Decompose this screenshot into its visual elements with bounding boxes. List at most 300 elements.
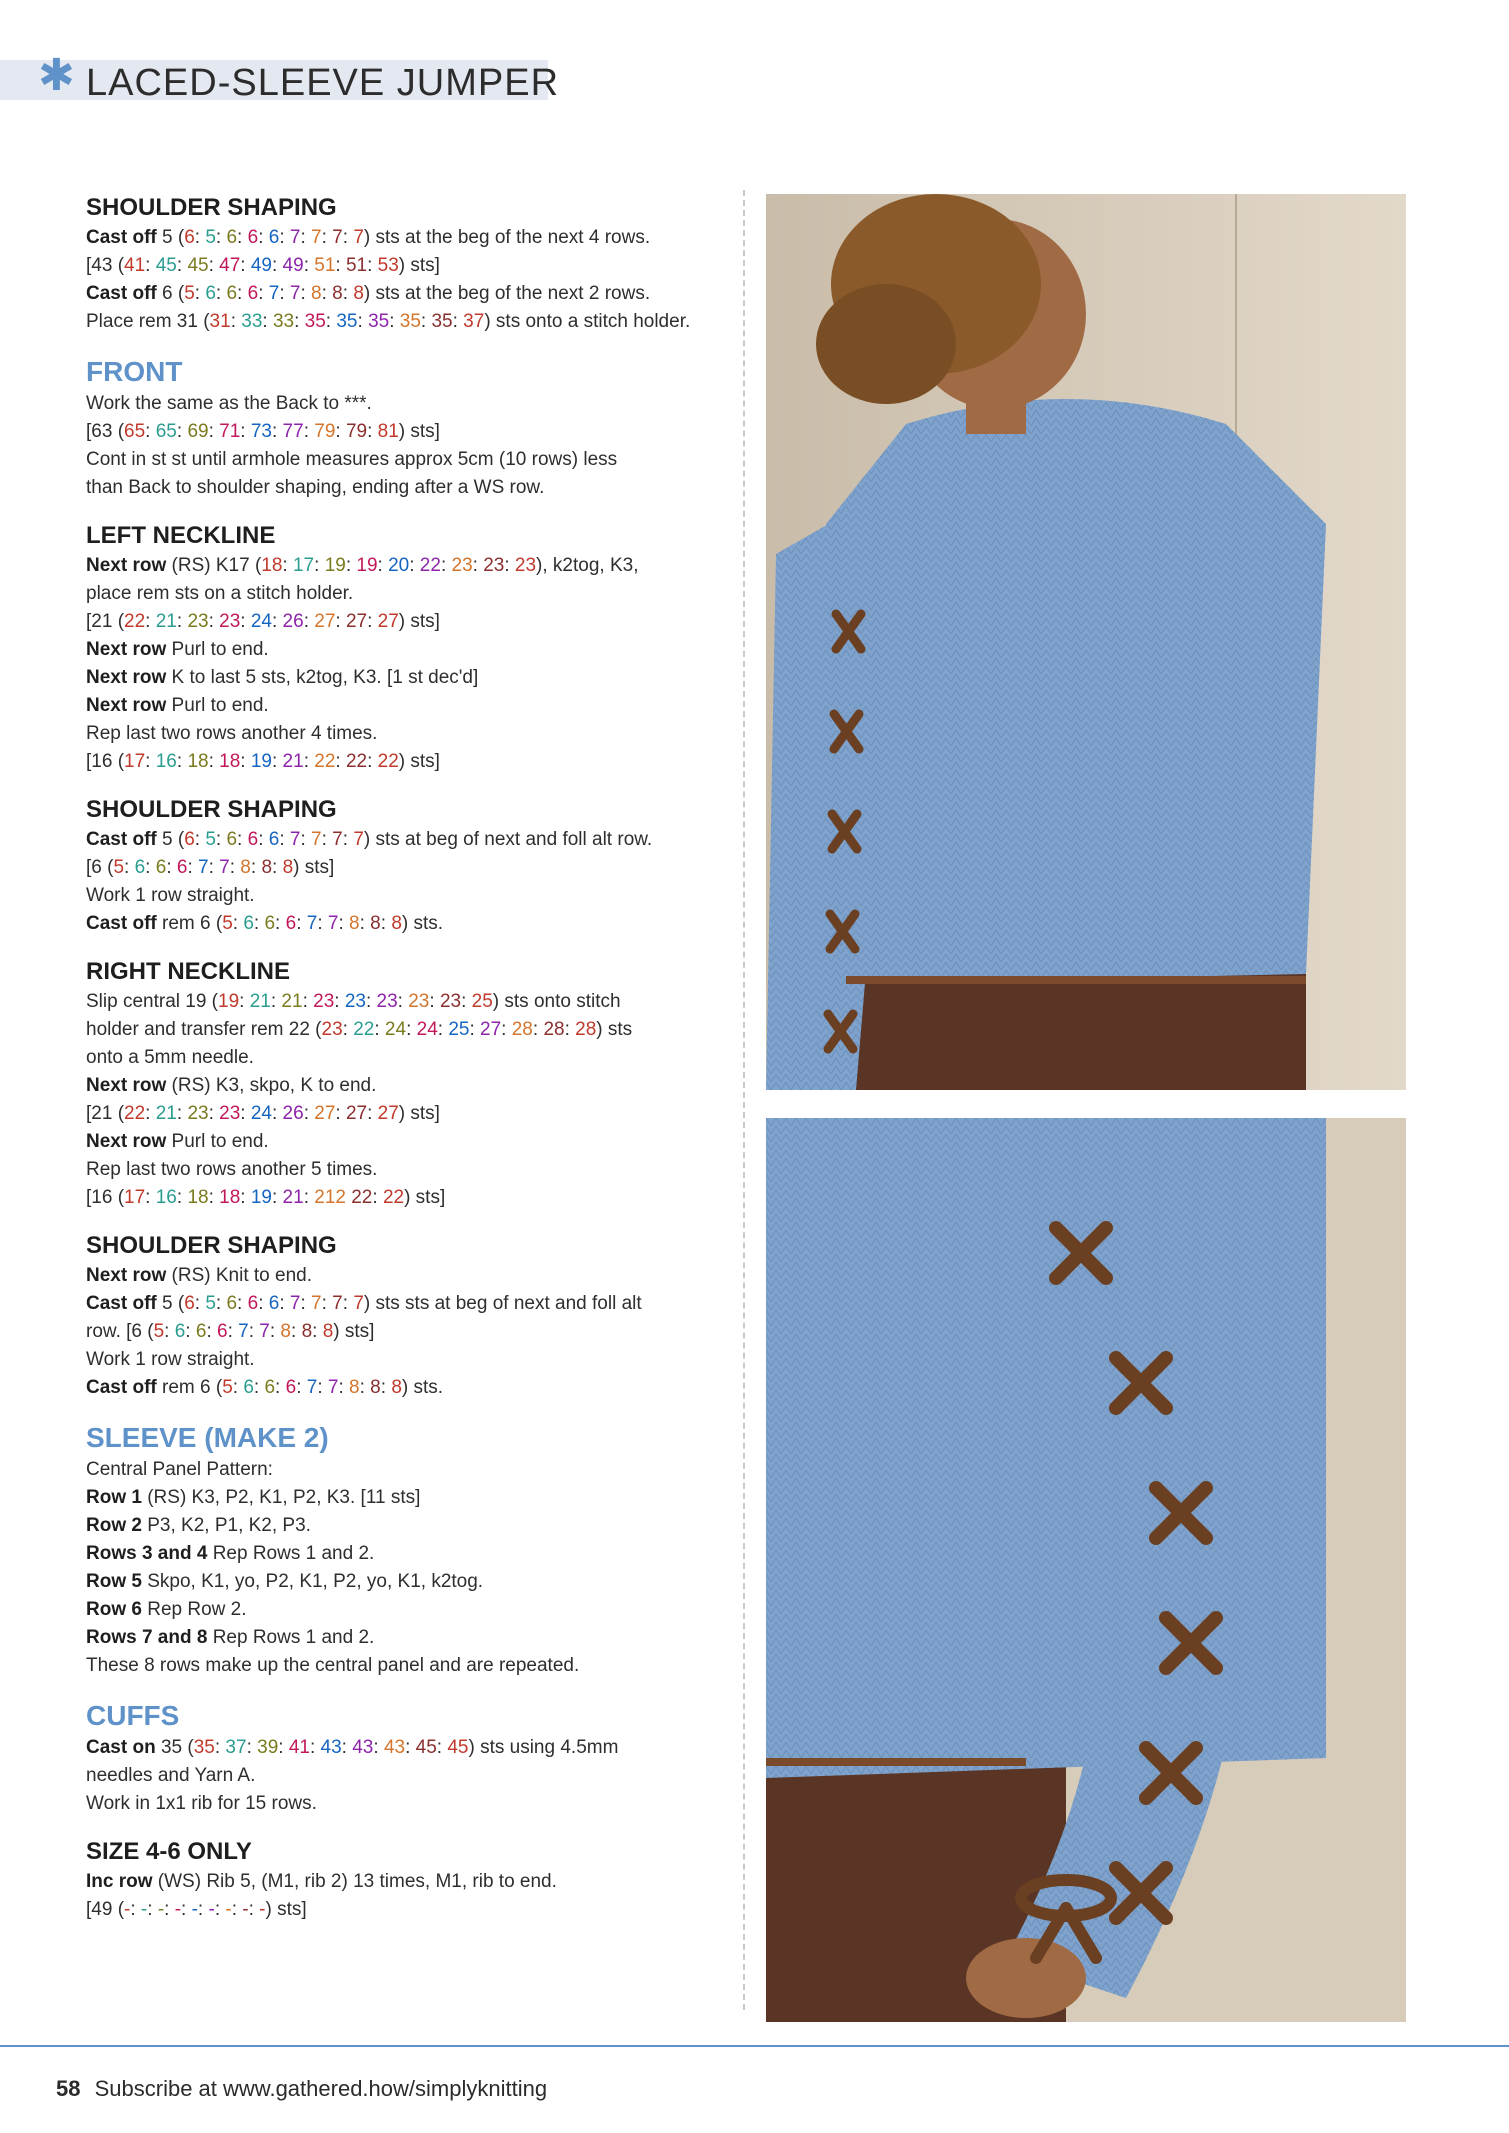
instruction-text: : (240, 611, 251, 632)
size-value: 51 (345, 255, 368, 276)
instruction-keyword: Next row (86, 695, 167, 716)
size-value: 35 (399, 311, 421, 332)
instruction-text: : (258, 829, 269, 850)
instruction-line (86, 1762, 726, 1790)
instruction-text: : (380, 1377, 392, 1398)
instruction-line (86, 1346, 726, 1374)
size-value: 6 (268, 227, 280, 248)
size-value: 79 (345, 421, 368, 442)
size-value: - (191, 1899, 198, 1920)
instruction-text: : (300, 829, 312, 850)
instruction-line (86, 854, 726, 882)
section-gap (86, 1680, 726, 1698)
instruction-text: Rep last two rows another 5 times. (86, 1159, 378, 1180)
instruction-text: These 8 rows make up the central panel and are repeated. (86, 1655, 580, 1676)
instruction-text: : (532, 1019, 544, 1040)
instruction-line (86, 580, 726, 608)
instruction-line (86, 446, 726, 474)
size-value: 8 (301, 1321, 313, 1342)
instruction-text: : (215, 227, 227, 248)
instruction-text: ) sts] (265, 1899, 307, 1920)
instruction-text: : (300, 227, 312, 248)
section-gap (86, 1818, 726, 1836)
size-value: 19 (250, 751, 272, 772)
instruction-text: : (240, 751, 251, 772)
instruction-text: : (197, 1899, 209, 1920)
size-value: 23 (187, 611, 209, 632)
instruction-line (86, 1734, 726, 1762)
instruction-text: : (303, 751, 315, 772)
size-value: 19 (250, 1187, 272, 1208)
size-value: 37 (225, 1737, 247, 1758)
instruction-text: ) sts at beg of next and foll alt row. (363, 829, 653, 850)
instruction-line (86, 692, 726, 720)
instruction-text: ) sts. (401, 913, 444, 934)
instruction-line (86, 1568, 726, 1596)
instruction-text: : (335, 421, 346, 442)
instruction-text: : (357, 311, 369, 332)
size-value: 7 (327, 913, 339, 934)
footer-rule (0, 2045, 1509, 2047)
instruction-text: ), k2tog, K3, (536, 555, 639, 576)
instruction-keyword: Cast off (86, 1293, 157, 1314)
size-value: 7 (332, 1293, 343, 1314)
instruction-text: [16 ( (86, 751, 125, 772)
instruction-line (86, 1896, 726, 1924)
instruction-text: ) sts] (404, 1187, 446, 1208)
instruction-text: : (278, 1737, 289, 1758)
instruction-text: : (239, 991, 250, 1012)
size-value: 22 (353, 1019, 375, 1040)
instruction-text: : (194, 1293, 206, 1314)
instruction-text: : (279, 829, 290, 850)
instruction-text: : (214, 1899, 226, 1920)
size-value: 7 (332, 227, 343, 248)
instruction-line (86, 1044, 726, 1072)
size-value: 6 (184, 1293, 195, 1314)
size-value: 6 (247, 283, 259, 304)
size-value: 18 (219, 1187, 241, 1208)
instruction-text: (RS) K3, skpo, K to end. (166, 1075, 377, 1096)
instruction-text: : (321, 227, 333, 248)
size-value: 22 (345, 751, 368, 772)
size-value: 17 (124, 1187, 146, 1208)
size-value: 7 (289, 1293, 301, 1314)
instruction-text: Central Panel Pattern: (86, 1459, 273, 1480)
instruction-text: : (397, 991, 409, 1012)
size-value: 7 (327, 1377, 339, 1398)
instruction-text: : (145, 1187, 156, 1208)
size-value: 45 (447, 1737, 469, 1758)
instruction-text: P3, K2, P1, K2, P3. (141, 1515, 311, 1536)
instruction-text: ) sts] (398, 421, 440, 442)
instruction-keyword: Rows 7 and 8 (86, 1627, 208, 1648)
instruction-text: : (253, 913, 265, 934)
photo-sleeve-detail (766, 1118, 1406, 2022)
size-value: 65 (155, 421, 177, 442)
instruction-text: : (215, 1293, 227, 1314)
instruction-text: : (342, 227, 354, 248)
size-value: 7 (289, 227, 301, 248)
instruction-text: : (338, 1377, 350, 1398)
size-value: 6 (264, 913, 276, 934)
instruction-text: onto a 5mm needle. (86, 1047, 254, 1068)
instruction-text: [63 ( (86, 421, 125, 442)
size-value: 5 (184, 283, 195, 304)
instruction-text: : (303, 1187, 315, 1208)
section-heading: SHOULDER SHAPING (86, 796, 337, 823)
size-value: 7 (306, 1377, 318, 1398)
instruction-text: ) sts] (398, 611, 440, 632)
size-value: - (174, 1899, 182, 1920)
instruction-text: [6 ( (86, 857, 114, 878)
instruction-text: : (279, 227, 290, 248)
size-value: 21 (282, 751, 304, 772)
instruction-text: : (469, 1019, 481, 1040)
size-value: 8 (282, 857, 294, 878)
instruction-text: : (208, 421, 220, 442)
size-value: 6 (195, 1321, 207, 1342)
instruction-text: : (271, 611, 283, 632)
instruction-text: : (321, 1293, 333, 1314)
instruction-text: : (145, 611, 156, 632)
instruction-line (86, 664, 726, 692)
instruction-text: : (194, 829, 206, 850)
instruction-line (86, 608, 726, 636)
instruction-text: : (214, 1737, 226, 1758)
instruction-text: : (291, 1321, 302, 1342)
size-value: 65 (124, 421, 146, 442)
instruction-text: : (335, 751, 346, 772)
instruction-text: : (302, 991, 314, 1012)
size-value: 49 (282, 255, 304, 276)
instruction-text: rem 6 ( (156, 1377, 223, 1398)
instruction-text: : (342, 1019, 354, 1040)
size-value: 35 (304, 311, 326, 332)
section-heading: FRONT (86, 356, 183, 387)
instruction-line (86, 1868, 726, 1896)
instruction-text: : (279, 283, 290, 304)
instruction-text: : (271, 1187, 283, 1208)
section-gap (86, 1402, 726, 1420)
size-value: 19 (356, 555, 378, 576)
size-value: 8 (261, 857, 273, 878)
size-value: 28 (511, 1019, 533, 1040)
size-value: 8 (349, 913, 360, 934)
instruction-keyword: Next row (86, 555, 167, 576)
pattern-section (86, 1230, 726, 1402)
instruction-line (86, 826, 726, 854)
footer-subscribe-text: Subscribe at www.gathered.how/simplyknitting (94, 2076, 548, 2101)
instruction-text: : (275, 1377, 286, 1398)
size-value: 45 (187, 255, 209, 276)
instruction-text: Rep Rows 1 and 2. (207, 1627, 375, 1648)
pattern-section (86, 1698, 726, 1818)
size-value: 7 (268, 283, 280, 304)
instruction-text: : (367, 1103, 378, 1124)
instruction-text: : (271, 751, 283, 772)
size-value: 6 (264, 1377, 276, 1398)
instruction-text: [49 ( (86, 1899, 125, 1920)
instruction-line (86, 308, 726, 336)
pattern-section (86, 192, 726, 336)
size-value: 8 (391, 1377, 402, 1398)
size-value: 7 (289, 829, 301, 850)
instruction-keyword: Cast off (86, 913, 157, 934)
instruction-text: : (232, 913, 244, 934)
instruction-text: : (317, 1377, 328, 1398)
size-value: 79 (314, 421, 336, 442)
instruction-text: : (208, 751, 220, 772)
instruction-text: : (300, 1293, 312, 1314)
instruction-text: ) sts at the beg of the next 2 rows. (363, 283, 651, 304)
size-value: 27 (314, 1103, 336, 1124)
section-gap (86, 336, 726, 354)
instruction-text: : (164, 1899, 175, 1920)
size-value: 7 (259, 1321, 270, 1342)
instruction-line (86, 1790, 726, 1818)
size-value: 27 (345, 1103, 368, 1124)
instruction-text: K to last 5 sts, k2tog, K3. [1 st dec'd] (166, 667, 479, 688)
size-value: 43 (383, 1737, 406, 1758)
size-value: 33 (272, 311, 295, 332)
instruction-text: : (272, 857, 283, 878)
instruction-text: than Back to shoulder shaping, ending after a WS row. (86, 477, 545, 498)
instruction-text: ) sts] (398, 1103, 440, 1124)
size-value: 212 (314, 1187, 346, 1208)
instruction-text: [43 ( (86, 255, 125, 276)
instruction-text: Work 1 row straight. (86, 1349, 255, 1370)
instruction-line (86, 1596, 726, 1624)
size-value: 23 (376, 991, 398, 1012)
instruction-text: : (303, 611, 315, 632)
size-value: 5 (222, 1377, 233, 1398)
instruction-text: : (275, 913, 286, 934)
instruction-text: : (296, 1377, 307, 1398)
section-heading: LEFT NECKLINE (86, 522, 276, 549)
instruction-text: : (452, 311, 464, 332)
instruction-text: : (240, 421, 251, 442)
instruction-line (86, 1540, 726, 1568)
instruction-line (86, 1484, 726, 1512)
size-value: 18 (261, 555, 283, 576)
size-value: 41 (124, 255, 146, 276)
instruction-text: 5 ( (156, 227, 185, 248)
instruction-keyword: Next row (86, 667, 167, 688)
size-value: 21 (249, 991, 271, 1012)
instruction-text: : (124, 857, 135, 878)
size-value: 6 (226, 829, 238, 850)
size-value: 6 (184, 227, 195, 248)
size-value: 20 (388, 555, 410, 576)
section-heading: SLEEVE (MAKE 2) (86, 1422, 329, 1453)
size-value: 6 (268, 1293, 280, 1314)
size-value: 6 (226, 283, 238, 304)
size-value: 7 (306, 913, 318, 934)
size-value: 24 (250, 1103, 272, 1124)
instruction-text: 35 ( (155, 1737, 194, 1758)
instruction-text: Skpo, K1, yo, P2, K1, P2, yo, K1, k2tog. (141, 1571, 484, 1592)
instruction-line (86, 882, 726, 910)
instruction-text: : (248, 1321, 260, 1342)
size-value: 6 (176, 857, 188, 878)
section-gap (86, 776, 726, 794)
instruction-text: : (325, 311, 337, 332)
size-value: 22 (419, 555, 441, 576)
instruction-text: (RS) Knit to end. (166, 1265, 312, 1286)
instruction-line (86, 1262, 726, 1290)
size-value: 37 (463, 311, 485, 332)
instruction-text: : (215, 829, 227, 850)
instruction-text: : (389, 311, 400, 332)
instruction-line (86, 1512, 726, 1540)
size-value: 6 (217, 1321, 228, 1342)
instruction-text: : (185, 1321, 196, 1342)
size-value: 6 (205, 283, 216, 304)
instruction-text: : (145, 255, 156, 276)
size-value: 35 (336, 311, 358, 332)
size-value: 39 (257, 1737, 279, 1758)
size-value: 6 (134, 857, 146, 878)
instruction-text: : (501, 1019, 512, 1040)
size-value: 19 (218, 991, 240, 1012)
instruction-text: : (240, 1103, 251, 1124)
instruction-text: ) sts] (333, 1321, 375, 1342)
instruction-text: : (181, 1899, 192, 1920)
instruction-line (86, 636, 726, 664)
instruction-line (86, 418, 726, 446)
size-value: 25 (471, 991, 493, 1012)
instruction-text: 5 ( (156, 829, 185, 850)
section-heading: RIGHT NECKLINE (86, 958, 290, 985)
pattern-section (86, 1420, 726, 1680)
instruction-text: : (271, 421, 283, 442)
size-value: 22 (124, 611, 146, 632)
instruction-line (86, 1128, 726, 1156)
instruction-text: : (335, 255, 346, 276)
instruction-text: : (321, 283, 333, 304)
instruction-line (86, 1290, 726, 1318)
size-value: 7 (311, 829, 322, 850)
size-value: 51 (314, 255, 336, 276)
instruction-text: : (145, 421, 156, 442)
pattern-section (86, 354, 726, 502)
instruction-text: (RS) K17 ( (166, 555, 262, 576)
instruction-text: : (147, 1899, 158, 1920)
section-gap (86, 502, 726, 520)
instruction-text: : (367, 255, 378, 276)
instruction-text: : (229, 857, 241, 878)
instruction-text: : (296, 913, 307, 934)
size-value: 7 (238, 1321, 249, 1342)
instruction-text: : (258, 1293, 269, 1314)
instruction-line (86, 1016, 726, 1044)
instruction-text: : (237, 829, 248, 850)
instruction-keyword: Next row (86, 1131, 167, 1152)
instruction-text: : (334, 991, 345, 1012)
instruction-line (86, 280, 726, 308)
instruction-text: : (342, 1293, 354, 1314)
size-value: 23 (514, 555, 537, 576)
instruction-text: ) sts at the beg of the next 4 rows. (363, 227, 651, 248)
size-value: 23 (219, 611, 241, 632)
section-heading: SIZE 4-6 ONLY (86, 1838, 252, 1865)
size-value: 27 (377, 611, 399, 632)
size-value: 71 (219, 421, 241, 442)
size-value: 77 (282, 421, 304, 442)
size-value: 43 (320, 1737, 342, 1758)
instruction-text: : (270, 991, 282, 1012)
instruction-text: : (176, 255, 188, 276)
instruction-text: : (367, 421, 378, 442)
size-value: - (208, 1899, 215, 1920)
size-value: 6 (243, 1377, 254, 1398)
instruction-text: ) sts onto a stitch holder. (484, 311, 691, 332)
instruction-text: : (194, 227, 206, 248)
size-value: 6 (243, 913, 254, 934)
instruction-text: : (437, 1019, 449, 1040)
instruction-text: ) sts using 4.5mm (468, 1737, 619, 1758)
instruction-text: : (365, 991, 377, 1012)
instruction-text: : (312, 1321, 323, 1342)
instruction-line (86, 748, 726, 776)
size-value: 69 (187, 421, 209, 442)
instruction-keyword: Row 6 (86, 1599, 142, 1620)
instruction-text: : (405, 1737, 416, 1758)
instruction-keyword: Cast off (86, 227, 157, 248)
instruction-keyword: Cast off (86, 1377, 157, 1398)
instruction-text: [21 ( (86, 1103, 125, 1124)
instruction-text: : (335, 1103, 346, 1124)
instruction-text: : (377, 555, 389, 576)
size-value: 8 (370, 913, 381, 934)
instruction-text: needles and Yarn A. (86, 1765, 256, 1786)
size-value: - (259, 1899, 266, 1920)
instruction-text: : (472, 555, 484, 576)
instruction-text: rem 6 ( (156, 913, 223, 934)
size-value: 8 (332, 283, 343, 304)
size-value: 25 (448, 1019, 470, 1040)
size-value: 53 (377, 255, 399, 276)
instruction-text: : (215, 283, 227, 304)
size-value: 27 (377, 1103, 399, 1124)
instruction-text: : (164, 1321, 175, 1342)
size-value: - (124, 1899, 131, 1920)
instruction-text: : (359, 1377, 371, 1398)
instruction-text: : (373, 1737, 384, 1758)
instruction-keyword: Cast on (86, 1737, 156, 1758)
instruction-text: : (246, 1737, 258, 1758)
size-value: 19 (324, 555, 346, 576)
asterisk-icon: ✱ (38, 51, 75, 100)
size-value: 7 (353, 829, 364, 850)
instruction-text: : (248, 1899, 260, 1920)
instruction-text: Rep last two rows another 4 times. (86, 723, 378, 744)
pattern-section (86, 1836, 726, 1924)
instruction-text: : (279, 1293, 290, 1314)
instruction-text: : (145, 1103, 156, 1124)
size-value: 7 (353, 1293, 364, 1314)
size-value: 41 (288, 1737, 310, 1758)
instruction-text: : (208, 1103, 220, 1124)
size-value: 45 (415, 1737, 437, 1758)
instruction-text: : (208, 255, 220, 276)
instruction-text: : (309, 1737, 321, 1758)
size-value: 23 (313, 991, 335, 1012)
size-value: 7 (353, 227, 364, 248)
instruction-text: : (303, 255, 315, 276)
section-gap (86, 1212, 726, 1230)
